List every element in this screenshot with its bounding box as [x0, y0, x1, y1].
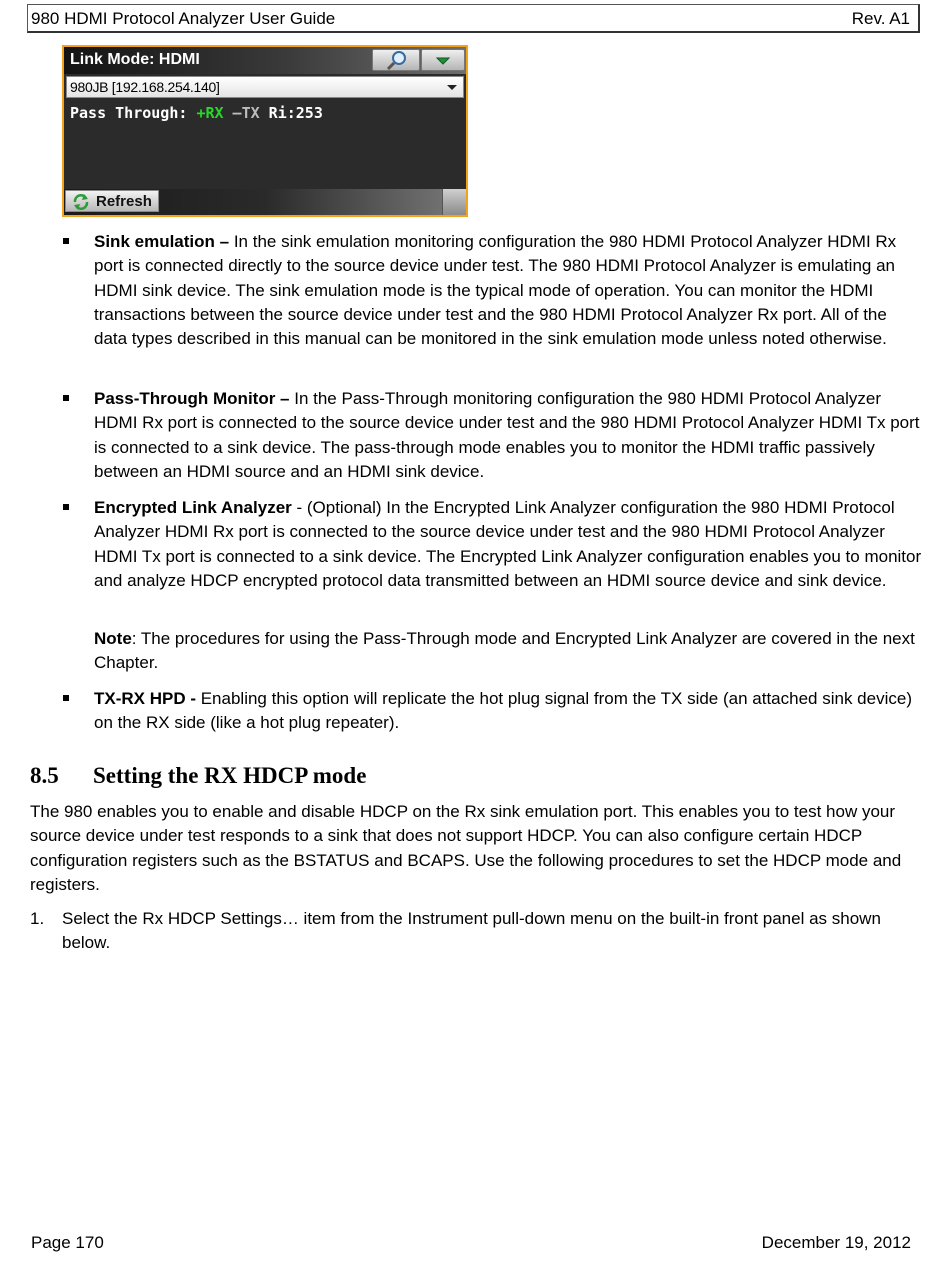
section-heading	[30, 763, 366, 789]
chevron-down-icon	[422, 50, 464, 70]
panel-titlebar	[64, 47, 466, 74]
status-ri: Ri:253	[259, 104, 323, 122]
panel-menu-button[interactable]	[421, 49, 465, 71]
section-number: 8.5	[30, 763, 59, 788]
panel-bottombar	[64, 189, 466, 215]
section-title: Setting the RX HDCP mode	[93, 763, 367, 788]
page-number: Page 170	[31, 1233, 104, 1252]
bullet-term: Pass-Through Monitor –	[94, 389, 290, 408]
refresh-button[interactable]	[65, 190, 159, 212]
device-select[interactable]	[66, 76, 464, 98]
status-tx: –TX	[223, 104, 260, 122]
bullet-encrypted-link	[94, 496, 922, 593]
bullet-text: - (Optional) In the Encrypted Link Analyzer configuration the 980 HDMI Protocol Analyzer HDMI Rx port is connected to the source device under test and the 980 HDMI Protocol Analyzer HDMI Tx port is connected to a sink device. The Encrypted Link Analyzer configuration enables you to monitor and analyze HDCP encrypted protocol data transmitted between an HDMI source device and sink device.	[94, 498, 922, 590]
status-prefix: Pass Through:	[70, 104, 197, 122]
caret-down-icon	[447, 85, 457, 90]
note-label: Note	[94, 629, 132, 648]
section-paragraph: The 980 enables you to enable and disable HDCP on the Rx sink emulation port. This enables you to test how your source device under test responds to a sink that does not support HDCP. You can also configure certain HDCP configuration registers such as the BSTATUS and BCAPS. Use the following procedures to set the HDCP mode and registers.	[30, 802, 902, 894]
bullet-term: TX-RX HPD -	[94, 689, 196, 708]
bullet-sink-emulation	[94, 230, 922, 351]
header-doc-title: 980 HDMI Protocol Analyzer User Guide	[31, 9, 336, 28]
resize-grip[interactable]	[442, 189, 466, 215]
refresh-icon	[72, 193, 90, 211]
step-number: 1.	[30, 909, 45, 928]
bullet-icon	[63, 695, 69, 701]
step-item	[30, 907, 923, 956]
refresh-label: Refresh	[96, 193, 152, 210]
header-revision: Rev. A1	[851, 9, 910, 28]
magnifier-icon	[373, 50, 419, 70]
bullet-tx-rx-hpd	[94, 687, 922, 736]
step-text: Select the Rx HDCP Settings… item from the Instrument pull-down menu on the built-in front panel as shown below.	[62, 909, 881, 953]
bullet-icon	[63, 238, 69, 244]
note-text: : The procedures for using the Pass-Through mode and Encrypted Link Analyzer are covered in the next Chapter.	[94, 629, 915, 673]
bullet-text: In the Pass-Through monitoring configuration the 980 HDMI Protocol Analyzer HDMI Rx port is connected to the source device under test and the 980 HDMI Protocol Analyzer HDMI Tx port is connected to a sink device. The pass-through mode enables you to monitor the HDMI traffic passively between an HDMI source and an HDMI sink device.	[94, 389, 920, 481]
bullet-icon	[63, 395, 69, 401]
device-select-value: 980JB [192.168.254.140]	[70, 79, 220, 95]
search-button[interactable]	[372, 49, 420, 71]
page-header	[27, 4, 920, 33]
bullet-term: Encrypted Link Analyzer	[94, 498, 292, 517]
link-status	[70, 104, 323, 122]
bullet-term: Sink emulation –	[94, 232, 230, 251]
bullet-pass-through	[94, 387, 922, 484]
status-rx: +RX	[196, 104, 224, 122]
link-mode-panel	[62, 45, 468, 217]
bullet-icon	[63, 504, 69, 510]
note-paragraph	[94, 627, 922, 676]
bullet-text: Enabling this option will replicate the hot plug signal from the TX side (an attached sink device) on the RX side (like a hot plug repeater).	[94, 689, 912, 733]
page-date: December 19, 2012	[761, 1233, 911, 1252]
bullet-text: In the sink emulation monitoring configuration the 980 HDMI Protocol Analyzer HDMI Rx port is connected directly to the source device under test. The 980 HDMI Protocol Analyzer is emulating an HDMI sink device. The sink emulation mode is the typical mode of operation. You can monitor the HDMI transactions between the source device under test and the 980 HDMI Protocol Analyzer Rx port. All of the data types described in this manual can be monitored in the sink emulation mode unless noted otherwise.	[94, 232, 897, 349]
panel-title: Link Mode: HDMI	[70, 51, 200, 68]
